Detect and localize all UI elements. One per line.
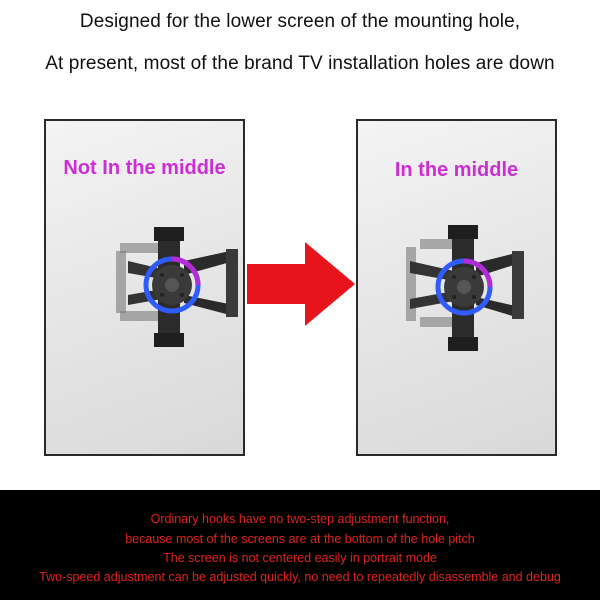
footer-line-3: The screen is not centered easily in portrait mode bbox=[163, 551, 437, 565]
headline-line-2: At present, most of the brand TV installation holes are down bbox=[45, 53, 555, 74]
footer-banner bbox=[0, 490, 600, 600]
tv-panel-centered bbox=[356, 119, 557, 456]
tv-panel-not-centered bbox=[44, 119, 245, 456]
footer-line-4: Two-speed adjustment can be adjusted quickly, no need to repeatedly disassemble and debug bbox=[39, 570, 561, 584]
tv-mount-bracket-icon bbox=[400, 221, 528, 355]
tv-mount-bracket-icon bbox=[114, 221, 242, 355]
panel-label-in-middle: In the middle bbox=[394, 159, 519, 181]
footer-line-1: Ordinary hooks have no two-step adjustment function, bbox=[150, 512, 450, 526]
panel-label-not-in-middle: Not In the middle bbox=[63, 157, 226, 179]
headline-line-1: Designed for the lower screen of the mounting hole, bbox=[79, 11, 521, 32]
footer-line-2: because most of the screens are at the bottom of the hole pitch bbox=[125, 532, 475, 546]
right-arrow-icon bbox=[247, 242, 357, 326]
